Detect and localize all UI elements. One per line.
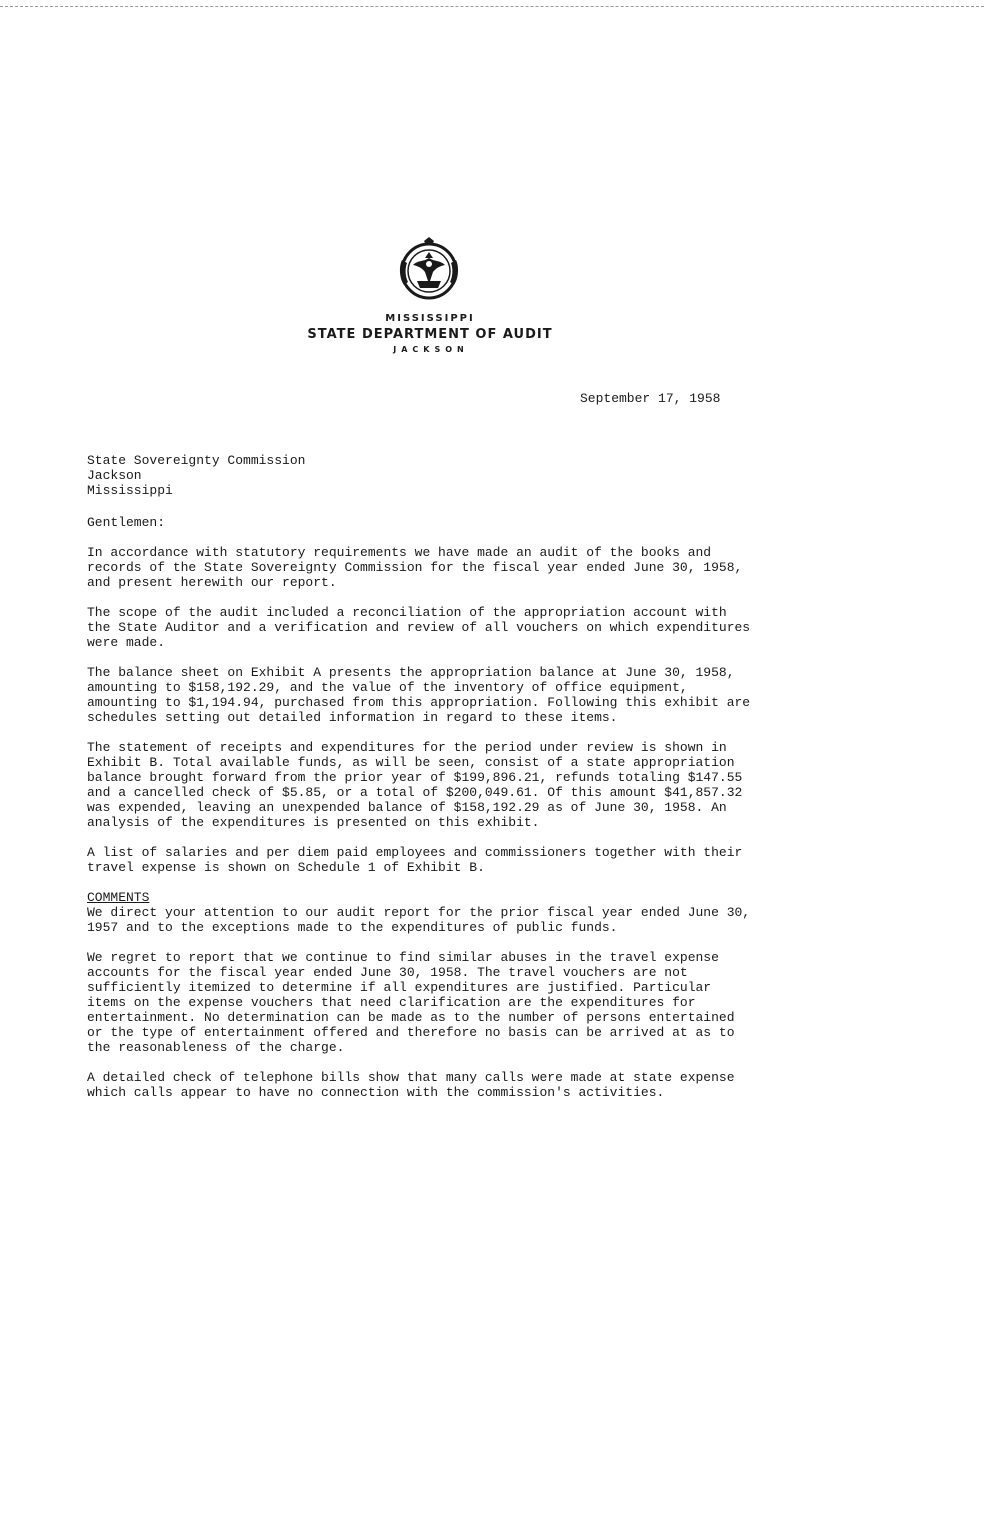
comments-heading: COMMENTS [87,890,150,905]
paragraph-receipts-expenditures: The statement of receipts and expenditures for the period under review is shown in Exhibit B. Total available funds, as will be seen, consist of a state appropriation balance brought forward from the prior year of $199,896.21, refunds totaling $147.55 and a cancelled check of $5.85, or a total of $200,049.61. Of this amount $41,857.32 was expended, leaving an unexpended balance of $158,192.29 as of June 30, 1958. An analysis of the expenditures is presented on this exhibit. [87,740,743,830]
salutation: Gentlemen: [87,515,166,530]
paragraph-audit-statement: In accordance with statutory requirements we have made an audit of the books and records of the State Sovereignty Commission for the fiscal year ended June 30, 1958, and present herewith our report. [87,545,743,590]
letterhead-department: STATE DEPARTMENT OF AUDIT [307,327,553,342]
paragraph-audit-scope: The scope of the audit included a reconciliation of the appropriation account with the State Auditor and a verification and review of all vouchers on which expenditures were made. [87,605,751,650]
addressee-block [87,453,305,498]
comment-travel-expense: We regret to report that we continue to find similar abuses in the travel expense accounts for the fiscal year ended June 30, 1958. The travel vouchers are not sufficiently itemized to determine if all expenditures are justified. Particular items on the expense vouchers that need clarification are the expenditures for entertainment. No determination can be made as to the number of persons entertained or the type of entertainment offered and therefore no basis can be arrived at as to the reasonableness of the charge. [87,950,735,1055]
addressee-line-3: Mississippi [87,483,173,498]
addressee-line-2: Jackson [87,468,142,483]
letterhead-city: JACKSON [393,345,469,354]
state-seal-icon [394,236,464,306]
paragraph-salaries: A list of salaries and per diem paid employees and commissioners together with their travel expense is shown on Schedule 1 of Exhibit B. [87,845,743,875]
addressee-line-1: State Sovereignty Commission [87,453,306,468]
letterhead-state: MISSISSIPPI [385,313,475,324]
paragraph-balance-sheet: The balance sheet on Exhibit A presents the appropriation balance at June 30, 1958, amounting to $158,192.29, and the value of the inventory of office equipment, amounting to $1,194.94, purchased from this appropriation. Following this exhibit are schedules setting out detailed information in regard to these items. [87,665,751,725]
letterhead [280,312,580,357]
letter-date: September 17, 1958 [580,391,721,406]
comment-telephone-bills: A detailed check of telephone bills show that many calls were made at state expense which calls appear to have no connection with the commission's activities. [87,1070,735,1100]
state-seal-graphic [394,236,464,306]
comment-prior-report: We direct your attention to our audit report for the prior fiscal year ended June 30, 1957 and to the exceptions made to the expenditures of public funds. [87,905,751,935]
top-edge-rule [0,6,984,7]
letter-body [87,515,757,1115]
